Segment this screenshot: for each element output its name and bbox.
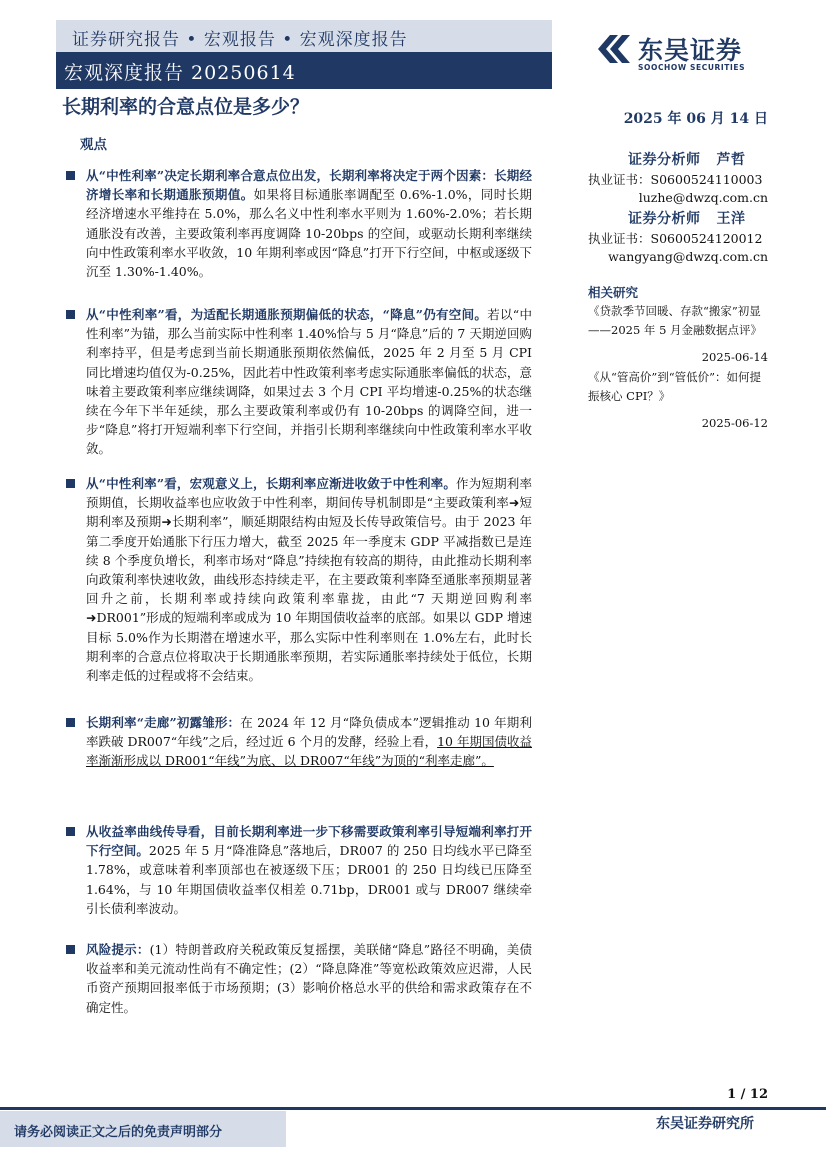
- soochow-logo-icon: [596, 32, 632, 66]
- viewpoint-paragraph-5: [66, 822, 532, 918]
- viewpoint-heading: 观点: [80, 137, 107, 153]
- analyst-1-cert-number: S0600524110003: [650, 172, 763, 187]
- analyst-1-role: 证券分析师: [628, 152, 701, 168]
- analyst-1-email[interactable]: luzhe@dwzq.com.cn: [638, 190, 768, 205]
- logo-name-cn: 东吴证券: [638, 36, 743, 65]
- bullet-square-icon: [66, 310, 75, 319]
- viewpoint-paragraph-4: [66, 713, 532, 771]
- page-number: 1 / 12: [727, 1087, 768, 1102]
- analyst-1-cert: [588, 170, 762, 188]
- paragraph-4-lead: 长期利率“走廊”初露雏形：: [86, 715, 241, 730]
- bullet-square-icon: [66, 479, 75, 488]
- analyst-2-role: 证券分析师: [628, 211, 701, 227]
- related-item-2-date: 2025-06-12: [701, 416, 768, 430]
- analyst-2-title: [628, 208, 745, 228]
- related-item-2[interactable]: [588, 368, 768, 433]
- paragraph-1-lead: 从“中性利率”决定长期利率合意点位出发，长期利率将决定于两个因素：长期经济增长率和长期通胀预期值。: [86, 168, 532, 203]
- related-item-2-line1: 《从“管高价”到“管低价”：如何提: [588, 370, 762, 384]
- related-item-1-line2: ——2025 年 5 月金融数据点评》: [588, 323, 763, 337]
- analyst-1-name: 芦哲: [716, 152, 746, 168]
- paragraph-3-lead: 从“中性利率”看，宏观意义上，长期利率应渐进收敛于中性利率。: [86, 476, 457, 491]
- paragraph-4-underlined: 10 年期国债收益率渐渐形成以 DR001“年线”为底、以 DR007“年线”为顶的“利率走廊”。: [86, 734, 532, 769]
- paragraph-1-body: 如果将目标通胀率调配至 0.6%-1.0%，同时长期经济增速水平维持在 5.0%，那么名义中性利率水平则为 1.60%-2.0%；若长期通胀没有改善，主要政策利率再度调降 10-20bps 的空间，或驱动长期利率继续向中性政策利率水平收敛，10 年期利率或因“降息”打开下行空间，中枢或逐级下沉至 1.30%-1.40%。: [86, 187, 532, 280]
- footer-institute: 东吴证券研究所: [656, 1116, 754, 1132]
- bullet-square-icon: [66, 171, 75, 180]
- breadcrumb: 证券研究报告 • 宏观报告 • 宏观深度报告: [72, 30, 408, 50]
- risk-warning-lead: 风险提示：: [86, 942, 150, 957]
- logo-name-en: SOOCHOW SECURITIES: [638, 63, 746, 72]
- company-logo: [596, 30, 776, 70]
- related-item-2-line2: 振核心 CPI？》: [588, 389, 671, 403]
- footer-disclaimer: 请务必阅读正文之后的免责声明部分: [14, 1125, 223, 1140]
- header-report-type-bar: [56, 52, 552, 89]
- bullet-square-icon: [66, 718, 75, 727]
- risk-warning-body: (1）特朗普政府关税政策反复摇摆，美联储“降息”路径不明确，美债收益率和美元流动性尚有不确定性；(2）“降息降准”等宽松政策效应迟滞，人民币资产预期回报率低于市场预期；(3）影响价格总水平的供给和需求政策存在不确定性。: [86, 942, 532, 1015]
- paragraph-2-lead: 从“中性利率”看，为适配长期通胀预期偏低的状态，“降息”仍有空间。: [86, 307, 488, 322]
- related-item-1-date: 2025-06-14: [701, 350, 768, 364]
- paragraph-5-lead: 从收益率曲线传导看，目前长期利率进一步下移需要政策利率引导短端利率打开下行空间。: [86, 824, 532, 859]
- report-type: 宏观深度报告 20250614: [64, 62, 296, 84]
- viewpoint-paragraph-2: [66, 305, 532, 459]
- risk-warning-paragraph: [66, 940, 532, 1017]
- paragraph-4-body: 在 2024 年 12 月“降负债成本”逻辑推动 10 年期利率跌破 DR007“年线”之后，经过近 6 个月的发酵，经验上看，: [86, 715, 532, 750]
- related-item-1-line1: 《贷款季节回暖、存款“搬家”初显: [588, 304, 761, 318]
- analyst-2-cert-number: S0600524120012: [650, 231, 763, 246]
- analyst-2-cert: [588, 229, 762, 247]
- bullet-square-icon: [66, 827, 75, 836]
- paragraph-5-body: 2025 年 5 月“降准降息”落地后，DR007 的 250 日均线水平已降至 1.78%，或意味着利率顶部也在被逐级下压；DR001 的 250 日均线已压降至 1.64%，与 10 年期国债收益率仅相差 0.71bp，DR001 或与 DR007 继续牵引长债利率波动。: [86, 843, 532, 916]
- analyst-1-title: [628, 149, 745, 169]
- analyst-2-email[interactable]: wangyang@dwzq.com.cn: [608, 249, 768, 264]
- viewpoint-paragraph-1: [66, 166, 532, 281]
- bullet-square-icon: [66, 945, 75, 954]
- page-title: 长期利率的合意点位是多少？: [62, 96, 310, 118]
- paragraph-2-body: 若以“中性利率”为锚，那么当前实际中性利率 1.40%恰与 5 月“降息”后的 7 天期逆回购利率持平，但是考虑到当前长期通胀预期依然偏低，2025 年 2 月至 5 月 CPI 同比增速均值仅为-0.25%，因此若中性政策利率考虑实际通胀率偏低的状态，意味着主要政策利率应继续调降，如果过去 3 个月 CPI 平均增速-0.25%的状态继续在今年下半年延续，那么主要政策利率或仍有 10-20bps 的调降空间，进一步“降息”将打开短端利率下行空间，并指引长期利率继续向中性政策利率水平收敛。: [86, 307, 532, 457]
- paragraph-3-body: 作为短期利率预期值，长期收益率也应收敛于中性利率，期间传导机制即是“主要政策利率➜短期利率及预期➜长期利率”，顺延期限结构由短及长传导政策信号。由于 2023 年第二季度开始通胀下行压力增大，截至 2025 年一季度末 GDP 平减指数已是连续 8 个季度负增长，利率市场对“降息”持续抱有较高的期待，由此推动长期利率向政策利率快速收敛，曲线形态持续走平，在主要政策利率降至通胀率预期显著回升之前，长期利率或持续向政策利率靠拢，由此“7 天期逆回购利率➜DR001”形成的短端利率或成为 10 年期国债收益率的底部。如果以 GDP 增速目标 5.0%作为长期潜在增速水平，那么实际中性利率则在 1.0%左右，此时长期利率的合意点位将取决于长期通胀率预期，若实际通胀率持续处于低位，长期利率走低的过程或将不会结束。: [86, 476, 532, 684]
- viewpoint-paragraph-3: [66, 474, 532, 685]
- footer-divider: [0, 1107, 826, 1110]
- footer-disclaimer-box: [0, 1111, 286, 1147]
- related-research-heading: 相关研究: [588, 285, 639, 300]
- analyst-2-name: 王洋: [716, 211, 746, 227]
- related-item-1[interactable]: [588, 302, 768, 367]
- header-breadcrumb-bar: [56, 20, 552, 52]
- report-date: 2025 年 06 月 14 日: [623, 111, 768, 127]
- analyst-1-cert-label: 执业证书：: [588, 172, 651, 187]
- analyst-2-cert-label: 执业证书：: [588, 231, 651, 246]
